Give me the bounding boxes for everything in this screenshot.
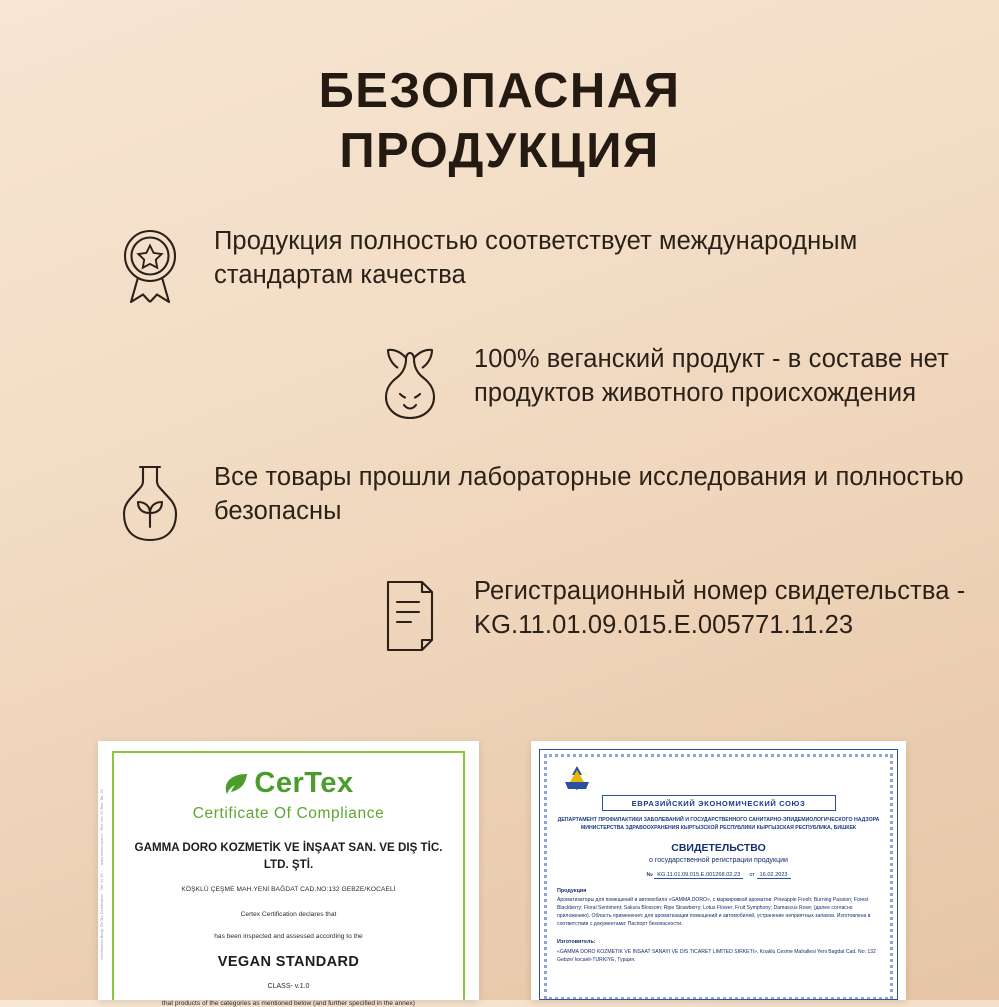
certificate-note: that products of the categories as mentioned below (and further specified in the annex) <box>162 999 415 1007</box>
feature-item-registration-number <box>372 574 999 658</box>
certificate-side-text: Certification Body: CerTex Certification · Tel: 00 90 ... · www.certex.com.tr · Rev. No: 00 Rev. Tar: 00 <box>100 789 104 960</box>
certificate-state-registration[interactable] <box>531 741 906 1000</box>
eaeu-emblem-icon <box>557 765 880 791</box>
certificate-number: KG.11.01.09.015.E.001268.02.23 <box>654 872 743 879</box>
certificate-company-name: GAMMA DORO KOZMETİK VE İNŞAAT SAN. VE DIŞ TİC. LTD. ŞTİ. <box>134 841 443 871</box>
document-certificate-icon <box>372 574 448 658</box>
date-label: от <box>749 871 755 878</box>
page-title-line-2: ПРОДУКЦИЯ <box>339 123 660 178</box>
certificate-title: СВИДЕТЕЛЬСТВО <box>671 841 766 854</box>
manufacturer-label: Изготовитель: <box>557 939 596 946</box>
certificate-assessment: has been inspected and assessed according to the <box>214 932 363 940</box>
product-label: Продукция <box>557 887 587 894</box>
certex-logo-text: CerTex <box>254 767 354 799</box>
award-ribbon-icon <box>112 224 188 308</box>
certificate-subtitle: Certificate Of Compliance <box>192 805 385 822</box>
feature-item-lab-tested <box>112 460 999 544</box>
certificate-date: 16.02.2023 <box>757 872 791 879</box>
certificate-company-address: KÖŞKLÜ ÇEŞME MAH.YENİ BAĞDAT CAD.NO:132 GEBZE/KOCAELİ <box>181 885 396 893</box>
lab-flask-leaf-icon <box>112 460 188 544</box>
feature-label: 100% веганский продукт - в составе нет продуктов животного происхождения <box>474 344 949 408</box>
department-name: ДЕПАРТАМЕНТ ПРОФИЛАКТИКИ ЗАБОЛЕВАНИЙ И ГОСУДАРСТВЕННОГО САНИТАРНО-ЭПИДЕМИОЛОГИЧЕСКОГО НАДЗОРА МИНИСТЕРСТВА ЗДРАВООХРАНЕНИЯ КЫРГЫЗСКОЙ РЕСПУБЛИКИ КЫРГЫЗСКАЯ РЕСПУБЛИКА, БИШКЕК <box>557 817 880 831</box>
manufacturer-section <box>557 938 880 965</box>
vegan-rabbit-icon <box>372 342 448 426</box>
product-description: Ароматизаторы для помещений и автомобиля «GAMMA DORO», с маркировкой ароматов: Pineapple Fresh; Burning Passion; Forest Blackberry; Floral Sentiment; Sakura Blossom; Ripe Strawberry; Lotus Flower; Fruit Symphony; Damascus Rose; (далее согласно приложению). Область применения: для ароматизации помещений и автомобилей, устранение неприятных запахов. Изготовлена в соответствии с документами: Паспорт безопасности. <box>557 897 871 928</box>
certificate-number-line <box>557 872 880 878</box>
certificate-standard-name: VEGAN STANDARD <box>217 953 360 970</box>
leaf-icon <box>223 772 249 796</box>
feature-label: Продукция полностью соответствует международным стандартам качества <box>214 226 858 290</box>
certificate-subtitle: о государственной регистрации продукции <box>649 856 788 864</box>
feature-item-vegan <box>372 342 999 426</box>
feature-list <box>0 224 999 658</box>
product-section <box>557 887 880 929</box>
certificate-standard-class: CLASS- v.1.0 <box>267 982 310 990</box>
feature-label: Все товары прошли лабораторные исследования и полностью безопасны <box>214 462 964 526</box>
feature-item-quality <box>112 224 999 308</box>
certificate-declaration: Certex Certification declares that <box>240 910 337 918</box>
certificate-gallery <box>0 741 999 1007</box>
number-label: № <box>646 871 653 878</box>
page-title <box>0 0 999 182</box>
feature-label: Регистрационный номер свидетельства - KG.11.01.09.015.E.005771.11.23 <box>474 576 966 640</box>
eaeu-title: ЕВРАЗИЙСКИЙ ЭКОНОМИЧЕСКИЙ СОЮЗ <box>602 795 836 811</box>
page-title-line-1: БЕЗОПАСНАЯ <box>318 64 681 118</box>
certex-logo <box>130 769 447 798</box>
manufacturer-description: «GAMMA DORO KOZMETIK VE INSAAT SANAYI VE DIS TICARET LIMITED SIRKETI», Koaklu Cesme Mahallesi Yeni Bagdat Cad. No: 132 Gebze/ kocaeli-TURKIYE, Турция. <box>557 948 876 963</box>
certificate-vegan-standard[interactable] <box>98 741 479 1007</box>
